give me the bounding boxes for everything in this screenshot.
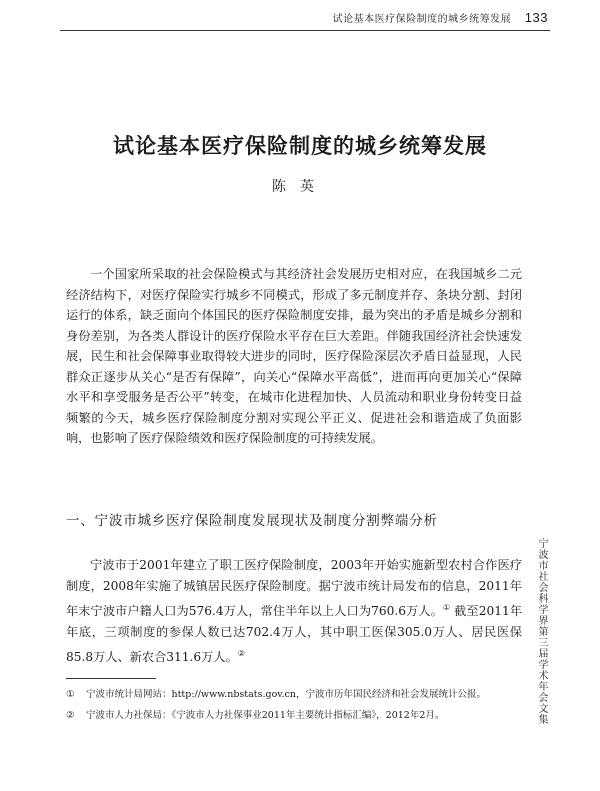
footnote-1-mark: ① [66, 689, 75, 700]
body-text [66, 555, 522, 668]
article-author: 陈英 [272, 179, 328, 195]
abstract-text: 一个国家所采取的社会保险模式与其经济社会发展历史相对应，在我国城乡二元经济结构下，对医疗保险实行城乡不同模式，形成了多元制度并存、条块分割、封闭运行的体系，缺乏面向个体国民的医疗保险制度安排，最为突出的矛盾是城乡分割和身份差别，为各类人群设计的医疗保险水平存在巨大差距。伴随我国经济社会快速发展，民生和社会保障事业取得较大进步的同时，医疗保险深层次矛盾日益显现，人民群众正逐步从关心“是否有保障”，向关心“保障水平高低”，进而再向更加关心“保障水平和享受服务是否公平”转变，在城市化进程加快、人员流动和职业身份转变日益频繁的今天，城乡医疗保险制度分割对实现公平正义、促进社会和谐造成了负面影响，也影响了医疗保险绩效和医疗保险制度的可持续发展。 [66, 267, 522, 445]
body-paragraph [66, 555, 522, 668]
header-rule [60, 30, 550, 31]
footnote-rule [66, 678, 156, 679]
abstract [66, 264, 522, 449]
page-number: 133 [524, 10, 548, 25]
body-paragraph-part-1: 宁波市于2001年建立了职工医疗保险制度，2003年开始实施新型农村合作医疗制度，2008年实施了城镇居民医疗保险制度。据宁波市统计局发布的信息，2011年年末宁波市户籍人口为576.4万人，常住半年以上人口为760.6万人。 [66, 558, 522, 619]
footnote-1 [66, 687, 522, 703]
footnote-ref-2: ② [237, 649, 245, 659]
running-header [333, 10, 548, 25]
section-heading: 一、宁波市城乡医疗保险制度发展现状及制度分割弊端分析 [66, 513, 438, 529]
footnotes [66, 687, 522, 729]
footnote-2-text: 宁波市人力社保局：《宁波市人力社保事业2011年主要统计指标汇编》，2012年2月。 [86, 710, 445, 721]
running-title: 试论基本医疗保险制度的城乡统筹发展 [332, 14, 512, 25]
footnote-2-mark: ② [66, 710, 75, 721]
body-paragraph-part-2: 截至2011年年底，三项制度的参保人数已达702.4万人，其中职工医保305.0万人、居民医保85.8万人、新农合311.6万人。 [66, 604, 523, 665]
footnote-2 [66, 708, 522, 724]
article-title: 试论基本医疗保险制度的城乡统筹发展 [113, 133, 487, 158]
footnote-ref-1: ① [442, 603, 451, 612]
side-note: 宁波市社会科学界第三届学术年会文集 [536, 538, 547, 725]
footnote-1-text: 宁波市统计局网站：http://www.nbstats.gov.cn，宁波市历年国民经济和社会发展统计公报。 [86, 689, 486, 700]
